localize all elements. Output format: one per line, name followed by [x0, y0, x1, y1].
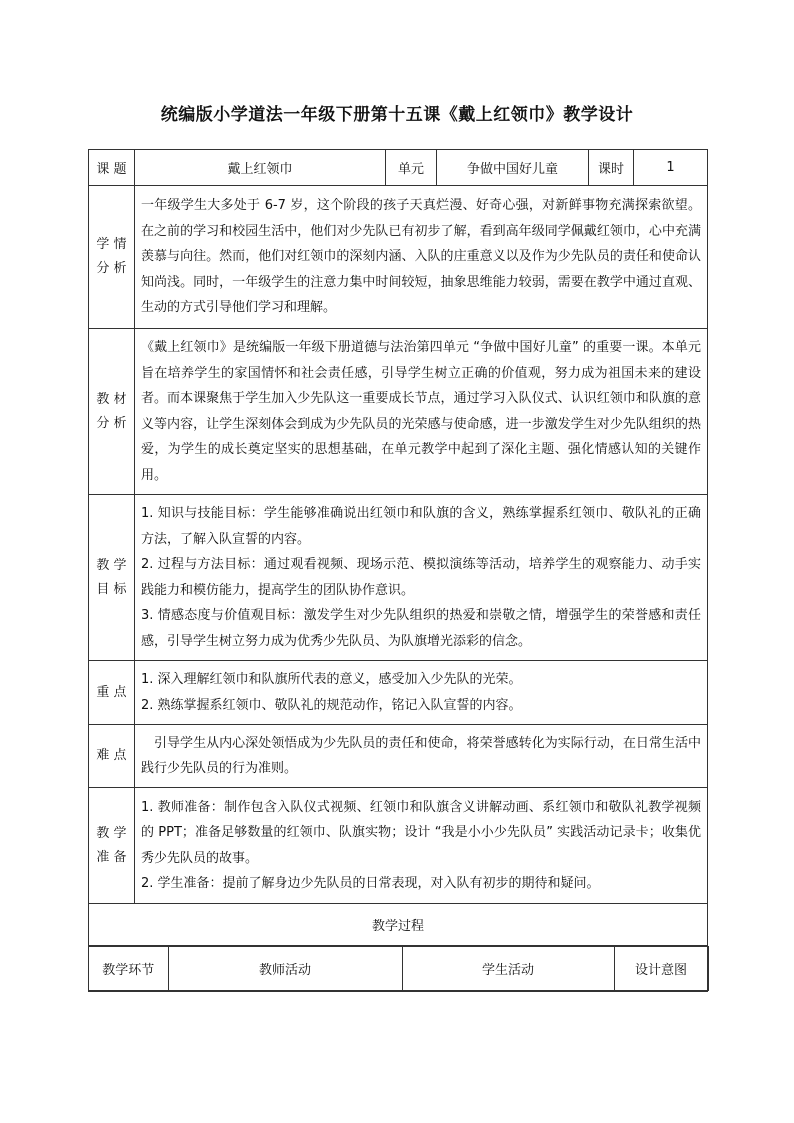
objective-item: 2. 过程与方法目标：通过观看视频、现场示范、模拟演练等活动，培养学生的观察能力、动手实践能力和模仿能力，提高学生的团队协作意识。	[141, 557, 701, 598]
period-label: 课时	[589, 150, 634, 186]
objectives-label	[89, 495, 135, 661]
topic-value: 戴上红领巾	[135, 150, 386, 186]
material-analysis-text: 《戴上红领巾》是统编版一年级下册道德与法治第四单元 “争做中国好儿童” 的重要一课。本单元旨在培养学生的家国情怀和社会责任感，引导学生树立正确的价值观，努力成为祖国未来的建设者。而本课聚焦于学生加入少先队这一重要成长节点，通过学习入队仪式、认识红领巾和队旗的意义等内容，让学生深刻体会到成为少先队员的光荣感与使命感，进一步激发学生对少先队组织的热爱，为学生的成长奠定坚实的思想基础，在单元教学中起到了深化主题、强化情感认知的关键作用。	[135, 329, 708, 495]
document-title: 统编版小学道法一年级下册第十五课《戴上红领巾》教学设计	[160, 105, 634, 125]
label-line: 分 析	[96, 415, 127, 431]
label-line: 准 备	[96, 849, 127, 865]
key-points-row	[89, 661, 708, 725]
preparation-item: 1. 教师准备：制作包含入队仪式视频、红领巾和队旗含义讲解动画、系红领巾和敬队礼教学视频的 PPT；准备足够数量的红领巾、队旗实物；设计 “我是小小少先队员” 实践活动记录卡；收集优秀少先队员的故事。	[141, 799, 701, 866]
student-analysis-row	[89, 186, 708, 329]
column-header-teacher: 教师活动	[168, 947, 402, 991]
label-line: 学 情	[96, 237, 127, 252]
lesson-plan-table	[88, 149, 708, 992]
preparation-text	[135, 788, 708, 904]
process-columns-cell	[89, 946, 708, 992]
material-analysis-row	[89, 329, 708, 495]
material-analysis-label	[89, 329, 135, 495]
difficulties-text: 引导学生从内心深处领悟成为少先队员的责任和使命，将荣誉感转化为实际行动，在日常生活中践行少先队员的行为准则。	[135, 725, 708, 788]
column-header-student: 学生活动	[402, 947, 614, 991]
key-points-text	[135, 661, 708, 725]
objectives-row	[89, 495, 708, 661]
preparation-row	[89, 788, 708, 904]
period-value: 1	[634, 150, 708, 186]
process-columns	[89, 946, 709, 991]
objective-item: 3. 情感态度与价值观目标：激发学生对少先队组织的热爱和崇敬之情，增强学生的荣誉感和责任感，引导学生树立努力成为优秀少先队员、为队旗增光添彩的信念。	[141, 608, 701, 649]
label-line: 目 标	[96, 581, 127, 597]
preparation-item: 2. 学生准备：提前了解身边少先队员的日常表现，对入队有初步的期待和疑问。	[141, 876, 600, 891]
label-line: 教 学	[96, 557, 127, 573]
key-points-label: 重 点	[89, 661, 135, 725]
student-analysis-label	[89, 186, 135, 329]
objective-item: 1. 知识与技能目标：学生能够准确说出红领巾和队旗的含义，熟练掌握系红领巾、敬队礼的正确方法，了解入队宣誓的内容。	[141, 506, 701, 547]
key-point-item: 2. 熟练掌握系红领巾、敬队礼的规范动作，铭记入队宣誓的内容。	[141, 697, 522, 713]
label-line: 教 学	[96, 825, 127, 841]
process-heading: 教学过程	[89, 904, 708, 946]
process-columns-row	[89, 946, 708, 992]
process-heading-row	[89, 904, 708, 946]
header-row	[89, 150, 708, 186]
unit-value: 争做中国好儿童	[437, 150, 589, 186]
topic-label: 课 题	[89, 150, 135, 186]
preparation-label	[89, 788, 135, 904]
objectives-text	[135, 495, 708, 661]
column-header-stage: 教学环节	[89, 947, 168, 991]
column-header-intent: 设计意图	[614, 947, 708, 991]
label-line: 教 材	[96, 391, 127, 407]
unit-label: 单元	[386, 150, 437, 186]
difficulties-label: 难 点	[89, 725, 135, 788]
difficulties-row	[89, 725, 708, 788]
label-line: 分 析	[96, 261, 127, 276]
key-point-item: 1. 深入理解红领巾和队旗所代表的意义，感受加入少先队的光荣。	[141, 672, 522, 687]
student-analysis-text: 一年级学生大多处于 6-7 岁，这个阶段的孩子天真烂漫、好奇心强，对新鲜事物充满探索欲望。在之前的学习和校园生活中，他们对少先队已有初步了解，看到高年级同学佩戴红领巾，心中充满羡慕与向往。然而，他们对红领巾的深刻内涵、入队的庄重意义以及作为少先队员的责任和使命认知尚浅。同时，一年级学生的注意力集中时间较短，抽象思维能力较弱，需要在教学中通过直观、生动的方式引导他们学习和理解。	[135, 186, 708, 329]
